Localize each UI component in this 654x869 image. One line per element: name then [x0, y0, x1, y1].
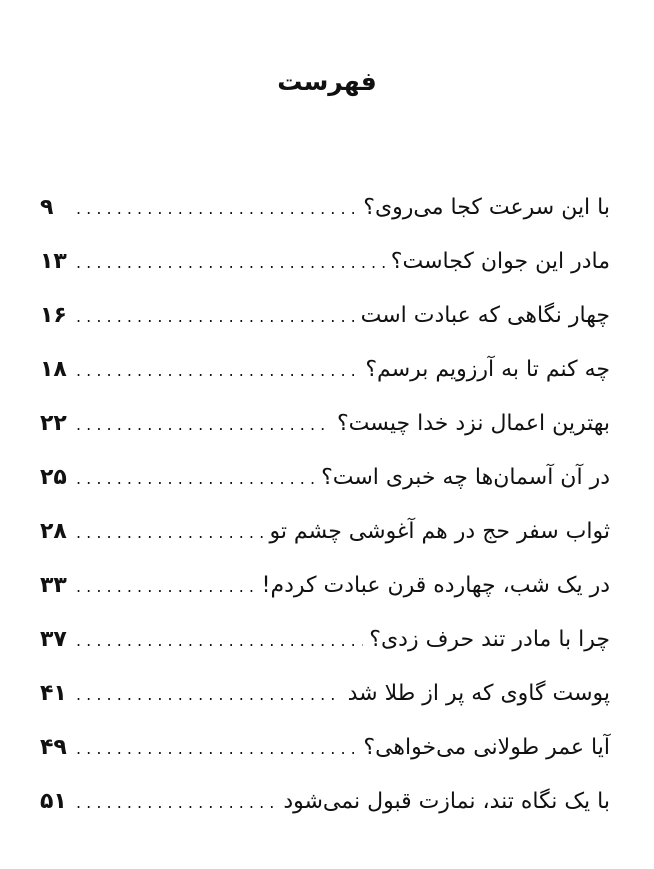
toc-entry	[40, 242, 610, 296]
dot-leader	[76, 405, 331, 445]
dot-leader	[76, 729, 357, 769]
toc-entry	[40, 782, 610, 836]
toc-page-number: ۵۱	[40, 789, 67, 814]
dot-leader	[76, 567, 256, 607]
toc-entry-title: پوست گاوی که پر از طلا شد	[347, 681, 610, 706]
toc-entry-title: چرا با مادر تند حرف زدی؟	[369, 627, 610, 652]
toc-page-number: ۳۷	[40, 627, 67, 652]
dot-leader	[76, 459, 315, 499]
toc-entry	[40, 404, 610, 458]
toc-entry	[40, 296, 610, 350]
toc-entry-title: مادر این جوان کجاست؟	[390, 249, 610, 274]
toc-page-number: ۱۶	[40, 303, 67, 328]
dot-leader	[76, 675, 342, 715]
toc-page-number: ۲۵	[40, 465, 67, 490]
dot-leader	[76, 513, 263, 553]
table-of-contents	[40, 188, 610, 836]
toc-entry-title: بهترین اعمال نزد خدا چیست؟	[337, 411, 610, 436]
dot-leader	[76, 243, 385, 283]
dot-leader	[76, 297, 355, 337]
toc-entry-title: با این سرعت کجا می‌روی؟	[363, 195, 610, 220]
toc-entry	[40, 674, 610, 728]
toc-entry	[40, 458, 610, 512]
toc-page-number: ۲۸	[40, 519, 67, 544]
toc-entry	[40, 566, 610, 620]
toc-page-number: ۴۹	[40, 735, 67, 760]
dot-leader	[76, 189, 357, 229]
toc-page-number: ۴۱	[40, 681, 67, 706]
toc-entry	[40, 728, 610, 782]
toc-entry-title: آیا عمر طولانی می‌خواهی؟	[363, 735, 610, 760]
toc-entry-title: ثواب سفر حج در هم آغوشی چشم تو	[269, 519, 610, 544]
toc-page-number: ۳۳	[40, 573, 67, 598]
toc-entry-title: در آن آسمان‌ها چه خبری است؟	[321, 465, 610, 490]
dot-leader	[76, 783, 277, 823]
toc-page-number: ۱۸	[40, 357, 67, 382]
toc-entry-title: چه کنم تا به آرزویم برسم؟	[365, 357, 610, 382]
toc-entry	[40, 512, 610, 566]
dot-leader	[76, 621, 363, 661]
toc-entry-title: در یک شب، چهارده قرن عبادت کردم!	[261, 573, 610, 598]
toc-entry-title: چهار نگاهی که عبادت است	[360, 303, 610, 328]
dot-leader	[76, 351, 359, 391]
toc-entry	[40, 188, 610, 242]
toc-page-number: ۲۲	[40, 411, 67, 436]
page-title: فهرست	[277, 67, 377, 96]
toc-entry	[40, 620, 610, 674]
toc-entry-title: با یک نگاه تند، نمازت قبول نمی‌شود	[283, 789, 610, 814]
toc-entry	[40, 350, 610, 404]
toc-page-number: ۱۳	[40, 249, 67, 274]
toc-page-number: ۹	[40, 195, 54, 220]
